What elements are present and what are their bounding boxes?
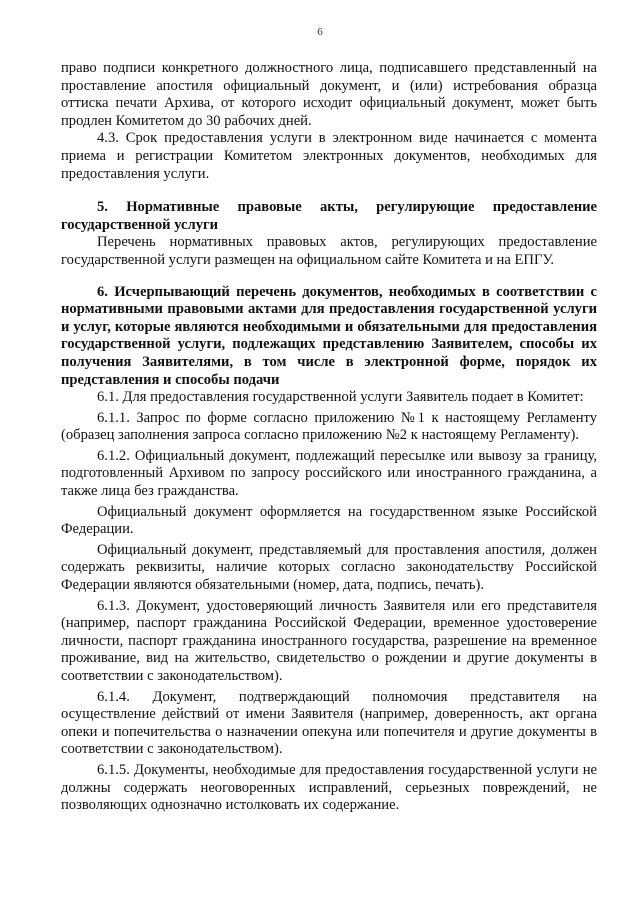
paragraph-p11-6-1-4: 6.1.4. Документ, подтверждающий полномочия представителя на осуществление действий от имени Заявителя (например, доверенность, акт органа опеки и попечительства о назначении опекуна или попечителя и другие документы в соответствии с законодательством). (61, 688, 597, 758)
paragraph-p4-heading-6: 6. Исчерпывающий перечень документов, необходимых в соответствии с нормативными правовыми актами для предоставления государственной услуги и услуг, которые являются необходимыми и обязательными для предоставления государственной услуги, подлежащих представлению Заявителем, способы их получения Заявителями, в том числе в электронной форме, порядок их представления и способы подачи (61, 283, 597, 388)
paragraph-p7-6-1-2: 6.1.2. Официальный документ, подлежащий пересылке или вывозу за границу, подготовленный Архивом по запросу российского или иностранного гражданина, а также лица без гражданства. (61, 447, 597, 500)
paragraph-p12-6-1-5: 6.1.5. Документы, необходимые для предоставления государственной услуги не должны содержать неоговоренных исправлений, серьезных повреждений, не позволяющих однозначно истолковать их содержание. (61, 761, 597, 814)
paragraph-p2-heading-5: 5. Нормативные правовые акты, регулирующие предоставление государственной услуги (61, 199, 597, 233)
paragraph-p0-continuation: право подписи конкретного должностного лица, подписавшего представленный на проставление апостиля официальный документ, и (или) истребования образца оттиска печати Архива, от которого исходит официальный документ, может быть продлен Комитетом до 30 рабочих дней. (61, 60, 597, 129)
paragraph-p1-4-3: 4.3. Срок предоставления услуги в электронном виде начинается с момента приема и регистрации Комитетом электронных документов, необходимых для предоставления услуги. (61, 130, 597, 182)
paragraph-p3-section-5-text: Перечень нормативных правовых актов, регулирующих предоставление государственной услуги размещен на официальном сайте Комитета и на ЕПГУ. (61, 234, 597, 268)
paragraph-p10-6-1-3: 6.1.3. Документ, удостоверяющий личность Заявителя или его представителя (например, паспорт гражданина Российской Федерации, временное удостоверение личности, паспорт гражданина иностранного государства, разрешение на временное проживание, вид на жительство, свидетельство о рождении и другие документы в соответствии с законодательством). (61, 597, 597, 684)
document-body (61, 60, 597, 815)
paragraph-p9-official-doc-requisites: Официальный документ, представляемый для проставления апостиля, должен содержать реквизиты, наличие которых согласно законодательству Российской Федерации являются обязательными (номер, дата, подпись, печать). (61, 541, 597, 594)
paragraph-p5-6-1: 6.1. Для предоставления государственной услуги Заявитель подает в Комитет: (97, 389, 584, 406)
page-number: 6 (317, 26, 323, 38)
paragraph-p6-6-1-1: 6.1.1. Запрос по форме согласно приложению №1 к настоящему Регламенту (образец заполнения запроса согласно приложению №2 к настоящему Регламенту). (61, 409, 597, 444)
paragraph-p8-official-doc: Официальный документ оформляется на государственном языке Российской Федерации. (61, 503, 597, 538)
